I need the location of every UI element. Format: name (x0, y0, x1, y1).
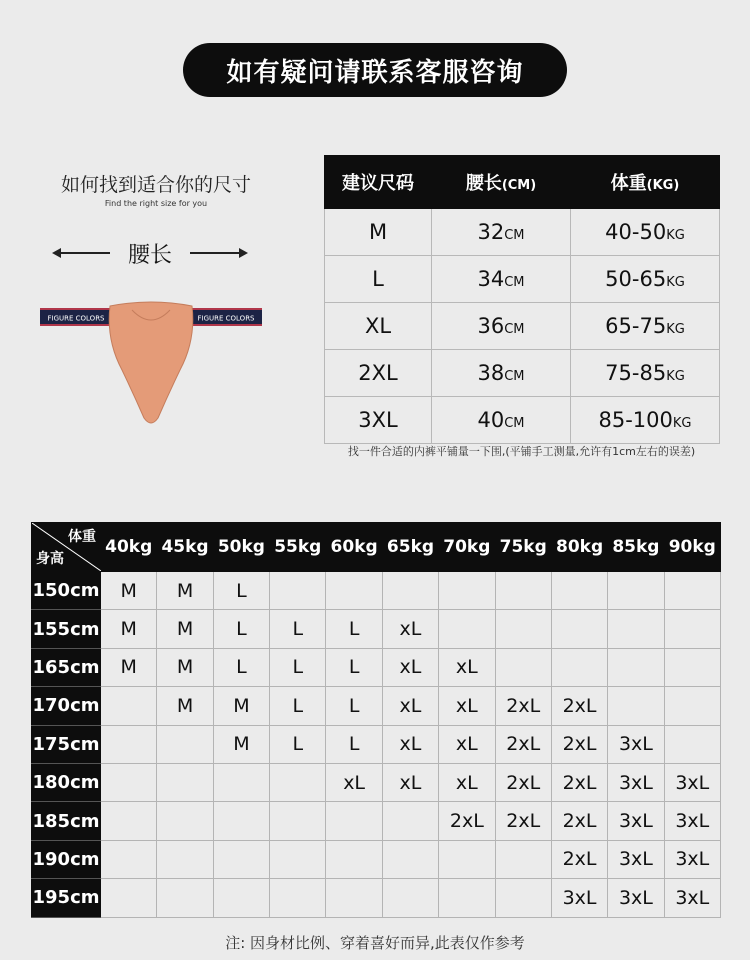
grid-row (32, 763, 721, 801)
grid-size-cell (382, 879, 438, 917)
grid-row (32, 802, 721, 840)
grid-size-cell: L (326, 610, 382, 648)
grid-size-cell: 3xL (608, 802, 664, 840)
corner-weight-label: 体重 (68, 529, 96, 545)
size-cell: 3XL (325, 397, 432, 444)
grid-size-cell: L (270, 610, 326, 648)
grid-size-cell: M (101, 648, 157, 686)
garment-illustration (40, 300, 262, 430)
grid-size-cell (608, 687, 664, 725)
grid-size-cell (382, 840, 438, 878)
size-chart-header (325, 156, 720, 209)
size-row (325, 256, 720, 303)
grid-size-cell: 2xL (495, 802, 551, 840)
weight-header: 50kg (213, 523, 269, 572)
grid-size-cell (495, 840, 551, 878)
grid-size-cell (157, 879, 213, 917)
grid-size-cell: L (213, 610, 269, 648)
grid-size-cell: xL (439, 763, 495, 801)
grid-size-cell (326, 572, 382, 610)
grid-size-cell (495, 648, 551, 686)
grid-size-cell: xL (326, 763, 382, 801)
grid-size-cell: 3xL (664, 879, 720, 917)
grid-size-cell (213, 802, 269, 840)
grid-size-cell: xL (439, 648, 495, 686)
grid-size-cell (326, 879, 382, 917)
grid-size-cell: 2xL (551, 687, 607, 725)
grid-size-cell (495, 879, 551, 917)
size-chart-table (324, 155, 720, 444)
grid-size-cell: xL (382, 648, 438, 686)
height-label: 155cm (32, 610, 101, 648)
grid-size-cell (157, 725, 213, 763)
grid-size-cell (382, 572, 438, 610)
grid-size-cell (157, 802, 213, 840)
waist-cell: 38CM (432, 350, 571, 397)
grid-size-cell: 2xL (439, 802, 495, 840)
grid-row (32, 648, 721, 686)
grid-size-cell (439, 840, 495, 878)
grid-size-cell (101, 802, 157, 840)
weight-header: 70kg (439, 523, 495, 572)
height-label: 165cm (32, 648, 101, 686)
grid-size-cell: M (157, 610, 213, 648)
grid-size-cell: L (213, 572, 269, 610)
grid-size-cell: 2xL (495, 687, 551, 725)
weight-header: 80kg (551, 523, 607, 572)
right-arrow-icon (190, 248, 248, 258)
weight-cell: 65-75KG (571, 303, 720, 350)
grid-size-cell (551, 610, 607, 648)
grid-size-cell: xL (439, 687, 495, 725)
grid-size-cell (664, 687, 720, 725)
height-label: 175cm (32, 725, 101, 763)
grid-header-row (32, 523, 721, 572)
grid-size-cell: 3xL (608, 879, 664, 917)
height-label: 180cm (32, 763, 101, 801)
weight-cell: 40-50KG (571, 209, 720, 256)
waist-cell: 32CM (432, 209, 571, 256)
waist-label: 腰长 (127, 242, 172, 268)
grid-size-cell (495, 572, 551, 610)
grid-size-cell: L (270, 648, 326, 686)
grid-size-cell: 3xL (551, 879, 607, 917)
waist-cell: 34CM (432, 256, 571, 303)
grid-size-cell: 2xL (551, 840, 607, 878)
grid-size-cell (551, 572, 607, 610)
grid-size-cell: 2xL (495, 725, 551, 763)
grid-size-cell (495, 610, 551, 648)
grid-size-cell: M (213, 725, 269, 763)
grid-size-cell: L (326, 648, 382, 686)
weight-header: 55kg (270, 523, 326, 572)
grid-size-cell (213, 879, 269, 917)
header-waist: 腰长(CM) (432, 156, 571, 209)
grid-size-cell (608, 610, 664, 648)
grid-size-cell (439, 572, 495, 610)
measurement-note: 找一件合适的内裤平铺量一下围,(平铺手工测量,允许有1cm左右的误差) (347, 445, 696, 458)
waist-measure-indicator (52, 238, 248, 268)
grid-size-cell: M (157, 648, 213, 686)
grid-size-cell (664, 648, 720, 686)
grid-size-cell (270, 879, 326, 917)
height-label: 190cm (32, 840, 101, 878)
grid-size-cell (664, 725, 720, 763)
size-row (325, 397, 720, 444)
grid-size-cell (270, 763, 326, 801)
grid-size-cell (270, 840, 326, 878)
grid-size-cell: L (326, 687, 382, 725)
grid-size-cell: 3xL (608, 725, 664, 763)
height-label: 185cm (32, 802, 101, 840)
grid-size-cell: M (213, 687, 269, 725)
height-weight-size-grid (31, 522, 721, 918)
grid-size-cell (270, 572, 326, 610)
grid-size-cell (664, 610, 720, 648)
waist-cell: 36CM (432, 303, 571, 350)
grid-size-cell (608, 572, 664, 610)
grid-size-cell: L (326, 725, 382, 763)
grid-size-cell: L (213, 648, 269, 686)
size-cell: 2XL (325, 350, 432, 397)
weight-header: 60kg (326, 523, 382, 572)
grid-size-cell (664, 572, 720, 610)
grid-size-cell: 2xL (551, 763, 607, 801)
grid-size-cell: xL (382, 725, 438, 763)
corner-height-label: 身高 (36, 551, 64, 567)
grid-size-cell (270, 802, 326, 840)
size-cell: XL (325, 303, 432, 350)
size-cell: M (325, 209, 432, 256)
grid-size-cell: xL (382, 610, 438, 648)
grid-size-cell (326, 802, 382, 840)
grid-row (32, 840, 721, 878)
weight-header: 85kg (608, 523, 664, 572)
guide-title: 如何找到适合你的尺寸 (60, 174, 251, 196)
disclaimer-footnote: 注: 因身材比例、穿着喜好而异,此表仅作参考 (225, 934, 525, 952)
grid-size-cell (101, 840, 157, 878)
grid-size-cell: 3xL (664, 802, 720, 840)
contact-service-banner: 如有疑问请联系客服咨询 (183, 43, 567, 97)
grid-row (32, 879, 721, 917)
grid-size-cell (213, 840, 269, 878)
brand-text-right: FIGURE COLORS (197, 314, 255, 323)
weight-cell: 85-100KG (571, 397, 720, 444)
height-label: 170cm (32, 687, 101, 725)
height-label: 150cm (32, 572, 101, 610)
grid-row (32, 610, 721, 648)
grid-size-cell: 2xL (495, 763, 551, 801)
grid-size-cell: 3xL (664, 763, 720, 801)
height-label: 195cm (32, 879, 101, 917)
grid-size-cell (608, 648, 664, 686)
grid-size-cell: 3xL (664, 840, 720, 878)
size-row (325, 350, 720, 397)
grid-size-cell (101, 763, 157, 801)
grid-corner-cell (32, 523, 101, 572)
weight-header: 40kg (101, 523, 157, 572)
grid-row (32, 572, 721, 610)
grid-size-cell (382, 802, 438, 840)
grid-size-cell (157, 840, 213, 878)
weight-cell: 75-85KG (571, 350, 720, 397)
weight-header: 90kg (664, 523, 720, 572)
left-arrow-icon (52, 248, 110, 258)
grid-size-cell: xL (439, 725, 495, 763)
grid-size-cell (213, 763, 269, 801)
grid-size-cell (157, 763, 213, 801)
waist-cell: 40CM (432, 397, 571, 444)
grid-size-cell (326, 840, 382, 878)
size-row (325, 303, 720, 350)
grid-size-cell: xL (382, 763, 438, 801)
weight-header: 45kg (157, 523, 213, 572)
grid-size-cell: M (101, 572, 157, 610)
grid-size-cell: 2xL (551, 802, 607, 840)
grid-size-cell (101, 879, 157, 917)
grid-size-cell: 2xL (551, 725, 607, 763)
grid-size-cell (101, 687, 157, 725)
weight-header: 65kg (382, 523, 438, 572)
grid-size-cell: M (101, 610, 157, 648)
grid-size-cell: 3xL (608, 840, 664, 878)
guide-subtitle: Find the right size for you (104, 199, 208, 208)
size-row (325, 209, 720, 256)
header-suggested-size: 建议尺码 (325, 156, 432, 209)
brand-text-left: FIGURE COLORS (47, 314, 105, 323)
grid-size-cell (101, 725, 157, 763)
grid-row (32, 725, 721, 763)
grid-size-cell (439, 879, 495, 917)
grid-size-cell: xL (382, 687, 438, 725)
grid-row (32, 687, 721, 725)
grid-size-cell: L (270, 687, 326, 725)
header-weight: 体重(KG) (571, 156, 720, 209)
grid-size-cell: L (270, 725, 326, 763)
grid-size-cell (439, 610, 495, 648)
weight-cell: 50-65KG (571, 256, 720, 303)
weight-header: 75kg (495, 523, 551, 572)
grid-size-cell: M (157, 687, 213, 725)
grid-size-cell: M (157, 572, 213, 610)
grid-size-cell (551, 648, 607, 686)
grid-size-cell: 3xL (608, 763, 664, 801)
size-cell: L (325, 256, 432, 303)
